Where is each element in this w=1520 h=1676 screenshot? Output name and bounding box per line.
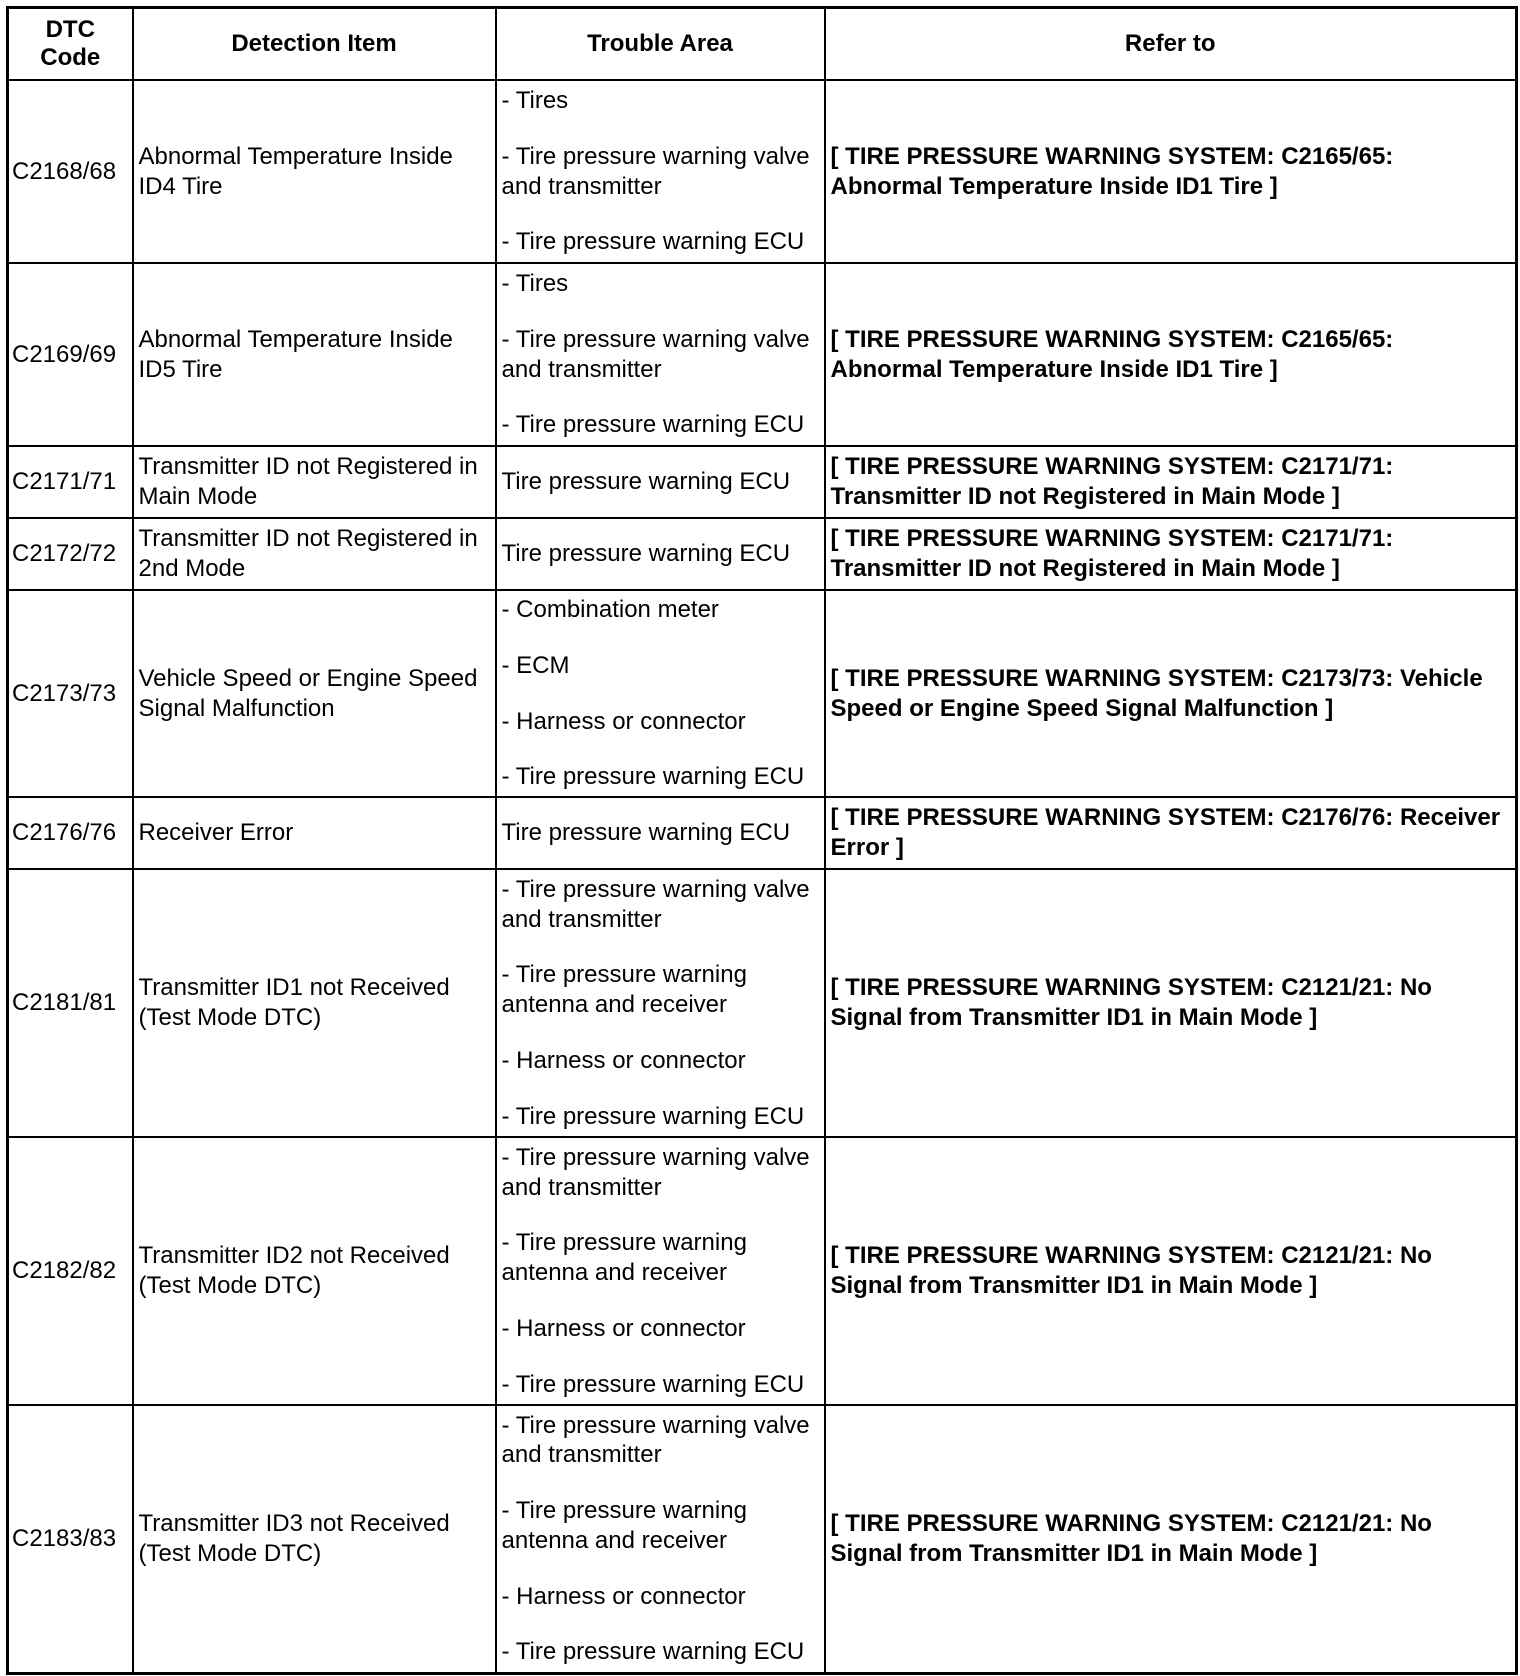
trouble-area-item: Tire pressure warning ECU xyxy=(501,468,791,496)
table-row xyxy=(8,446,1517,518)
trouble-area-item: Tire pressure warning ECU xyxy=(501,540,791,568)
trouble-area-item: - Tire pressure warning valve and transmitter xyxy=(501,325,810,383)
header-dtc-code: DTC Code xyxy=(8,8,133,81)
refer-to-link[interactable]: [ TIRE PRESSURE WARNING SYSTEM: C2165/65: Abnormal Temperature Inside ID1 Tire ] xyxy=(825,80,1517,263)
trouble-area-item: - Tire pressure warning ECU xyxy=(501,763,805,791)
dtc-code-cell: C2173/73 xyxy=(8,590,133,797)
trouble-area-item: - Tire pressure warning antenna and receiver xyxy=(501,1497,747,1554)
trouble-area-item: - Tires xyxy=(501,270,569,297)
trouble-area-item: - Tire pressure warning valve and transmitter xyxy=(501,1143,810,1201)
detection-item-cell: Transmitter ID1 not Received (Test Mode DTC) xyxy=(133,869,496,1137)
trouble-area-item: - Harness or connector xyxy=(501,1314,746,1342)
detection-item-cell: Receiver Error xyxy=(133,797,496,869)
trouble-area-item: - Harness or connector xyxy=(501,707,746,735)
table-row xyxy=(8,1137,1517,1405)
trouble-area-item: - Tire pressure warning antenna and receiver xyxy=(501,1229,747,1286)
dtc-code-cell: C2168/68 xyxy=(8,80,133,263)
trouble-area-cell xyxy=(496,518,825,590)
table-row xyxy=(8,869,1517,1137)
dtc-table-container xyxy=(6,6,1518,1675)
trouble-area-cell xyxy=(496,797,825,869)
dtc-code-cell: C2172/72 xyxy=(8,518,133,590)
dtc-code-cell: C2181/81 xyxy=(8,869,133,1137)
detection-item-cell: Transmitter ID not Registered in 2nd Mode xyxy=(133,518,496,590)
trouble-area-item: - Combination meter xyxy=(501,596,719,623)
dtc-table xyxy=(6,6,1518,1675)
refer-to-link[interactable]: [ TIRE PRESSURE WARNING SYSTEM: C2176/76: Receiver Error ] xyxy=(825,797,1517,869)
trouble-area-cell xyxy=(496,1405,825,1673)
dtc-code-cell: C2171/71 xyxy=(8,446,133,518)
table-row xyxy=(8,590,1517,797)
trouble-area-item: - Tires xyxy=(501,87,569,114)
refer-to-link[interactable]: [ TIRE PRESSURE WARNING SYSTEM: C2173/73: Vehicle Speed or Engine Speed Signal Malfunction ] xyxy=(825,590,1517,797)
table-row xyxy=(8,263,1517,446)
trouble-area-item: - Tire pressure warning ECU xyxy=(501,228,805,256)
detection-item-cell: Transmitter ID not Registered in Main Mode xyxy=(133,446,496,518)
trouble-area-cell xyxy=(496,1137,825,1405)
trouble-area-item: - Tire pressure warning ECU xyxy=(501,1102,805,1130)
detection-item-cell: Transmitter ID2 not Received (Test Mode DTC) xyxy=(133,1137,496,1405)
trouble-area-item: - Harness or connector xyxy=(501,1582,746,1610)
table-row xyxy=(8,518,1517,590)
detection-item-cell: Transmitter ID3 not Received (Test Mode DTC) xyxy=(133,1405,496,1673)
table-body xyxy=(8,80,1517,1673)
trouble-area-item: - ECM xyxy=(501,651,570,679)
dtc-code-cell: C2183/83 xyxy=(8,1405,133,1673)
dtc-code-cell: C2182/82 xyxy=(8,1137,133,1405)
refer-to-link[interactable]: [ TIRE PRESSURE WARNING SYSTEM: C2121/21: No Signal from Transmitter ID1 in Main Mode ] xyxy=(825,1137,1517,1405)
refer-to-link[interactable]: [ TIRE PRESSURE WARNING SYSTEM: C2171/71: Transmitter ID not Registered in Main Mode ] xyxy=(825,518,1517,590)
trouble-area-item: - Tire pressure warning valve and transmitter xyxy=(501,142,810,200)
trouble-area-item: - Tire pressure warning ECU xyxy=(501,411,805,439)
dtc-code-cell: C2169/69 xyxy=(8,263,133,446)
trouble-area-cell xyxy=(496,263,825,446)
trouble-area-cell xyxy=(496,80,825,263)
header-trouble-area: Trouble Area xyxy=(496,8,825,81)
table-row xyxy=(8,797,1517,869)
refer-to-link[interactable]: [ TIRE PRESSURE WARNING SYSTEM: C2121/21: No Signal from Transmitter ID1 in Main Mode ] xyxy=(825,1405,1517,1673)
dtc-code-cell: C2176/76 xyxy=(8,797,133,869)
trouble-area-item: - Tire pressure warning valve and transmitter xyxy=(501,875,810,933)
detection-item-cell: Vehicle Speed or Engine Speed Signal Malfunction xyxy=(133,590,496,797)
header-refer-to: Refer to xyxy=(825,8,1517,81)
trouble-area-item: - Harness or connector xyxy=(501,1046,746,1074)
refer-to-link[interactable]: [ TIRE PRESSURE WARNING SYSTEM: C2121/21: No Signal from Transmitter ID1 in Main Mode ] xyxy=(825,869,1517,1137)
refer-to-link[interactable]: [ TIRE PRESSURE WARNING SYSTEM: C2171/71: Transmitter ID not Registered in Main Mode ] xyxy=(825,446,1517,518)
table-header-row xyxy=(8,8,1517,81)
header-detection-item: Detection Item xyxy=(133,8,496,81)
trouble-area-item: - Tire pressure warning valve and transmitter xyxy=(501,1411,810,1469)
detection-item-cell: Abnormal Temperature Inside ID4 Tire xyxy=(133,80,496,263)
trouble-area-cell xyxy=(496,446,825,518)
trouble-area-item: - Tire pressure warning ECU xyxy=(501,1370,805,1398)
trouble-area-cell xyxy=(496,869,825,1137)
table-row xyxy=(8,80,1517,263)
table-row xyxy=(8,1405,1517,1673)
trouble-area-cell xyxy=(496,590,825,797)
refer-to-link[interactable]: [ TIRE PRESSURE WARNING SYSTEM: C2165/65: Abnormal Temperature Inside ID1 Tire ] xyxy=(825,263,1517,446)
detection-item-cell: Abnormal Temperature Inside ID5 Tire xyxy=(133,263,496,446)
trouble-area-item: Tire pressure warning ECU xyxy=(501,819,791,847)
trouble-area-item: - Tire pressure warning ECU xyxy=(501,1638,805,1666)
trouble-area-item: - Tire pressure warning antenna and receiver xyxy=(501,961,747,1018)
